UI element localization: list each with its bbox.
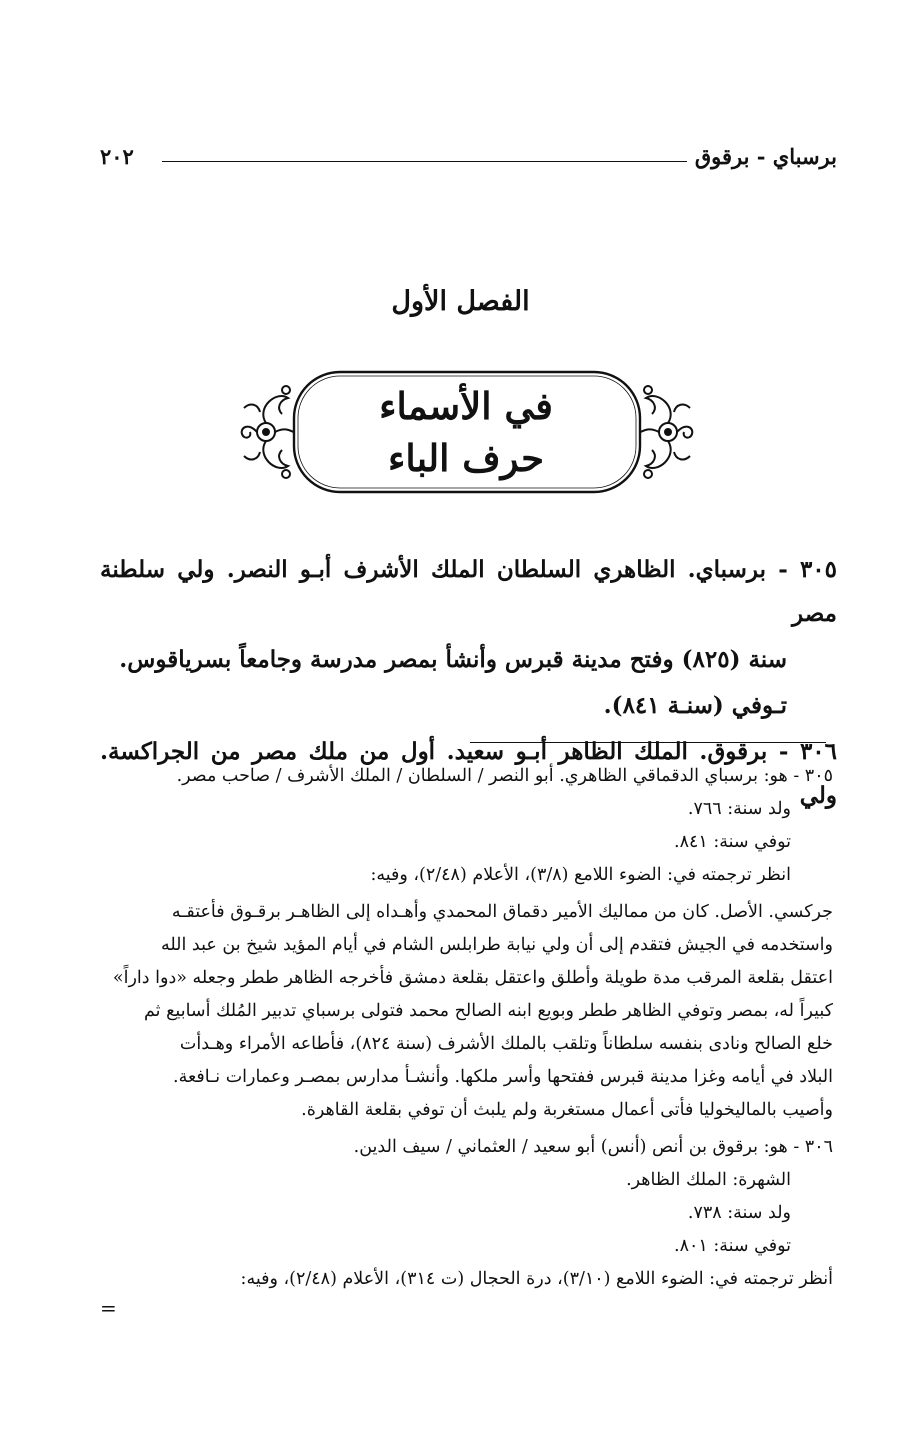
bio-line: وأصيب بالماليخوليا فأتى أعمال مستغربة ولم يلبث أن توفي بقلعة القاهرة. [301, 1100, 833, 1120]
section-heading-line2: حرف الباء [388, 436, 544, 480]
section-heading [296, 380, 636, 484]
footnote-305-died: توفي سنة: ٨٤١. [674, 832, 791, 852]
continuation-mark: = [100, 1296, 117, 1320]
footnote-separator [470, 742, 826, 743]
footnote-305-refs: انظر ترجمته في: الضوء اللامع (٣/٨)، الأعلام (٢/٤٨)، وفيه: [370, 865, 791, 885]
entry-text: برسباي. الظاهري السلطان الملك الأشرف أبـو النصر. ولي سلطنة مصر [100, 556, 837, 627]
bio-line: خلع الصالح ونادى بنفسه سلطاناً وتلقب بالملك الأشرف (سنة ٨٢٤)، فأطاعه الأمراء وهـدأت [179, 1034, 833, 1054]
entry-text: برقوق. الملك الظاهر أبـو سعيد. أول من ملك مصر من الجراكسة. ولي [100, 738, 837, 809]
footnote-305-head: ٣٠٥ - هو: برسباي الدقماقي الظاهري. أبو النصر / السلطان / الملك الأشرف / صاحب مصر. [176, 766, 833, 786]
entry-305-line2: سنة (٨٢٥) وفتح مدينة قبرس وأنشأ بمصر مدرسة وجامعاً بسرياقوس. [119, 646, 787, 673]
bio-line: البلاد في أيامه وغزا مدينة قبرس ففتحها وأسر ملكها. وأنشـأ مدارس بمصـر وعمارات نـافعة. [173, 1067, 833, 1087]
section-heading-line1: في الأسماء [379, 384, 553, 428]
entry-number: ٣٠٥ - [778, 556, 837, 583]
running-header [100, 144, 837, 178]
footnote-306-refs: أنظر ترجمته في: الضوء اللامع (٣/١٠)، درة الحجال (ت ٣١٤)، الأعلام (٢/٤٨)، وفيه: [240, 1269, 833, 1289]
bio-line: كبيراً له، بمصر وتوفي الظاهر ططر وبويع ابنه الصالح محمد فتولى برسباي تدبير المُلك أسابيع ثم [144, 1001, 833, 1021]
footnote-306-born: ولد سنة: ٧٣٨. [687, 1203, 791, 1223]
bio-line: واستخدمه في الجيش فتقدم إلى أن ولي نيابة طرابلس الشام في أيام المؤيد شيخ بن عبد الله [160, 935, 833, 955]
footnote-305-bio [100, 896, 833, 1127]
chapter-title: الفصل الأول [391, 286, 530, 317]
footnotes [100, 760, 833, 1296]
bio-line: اعتقل بقلعة المرقب مدة طويلة وأطلق واعتقل بقلعة دمشق فأخرجه الظاهر ططر وجعله «دوا داراً» [112, 968, 833, 988]
page-number: ٢٠٢ [100, 144, 134, 169]
running-title: برسباي - برقوق [694, 144, 837, 169]
bio-line: جركسي. الأصل. كان من مماليك الأمير دقماق المحمدي وأهـداه إلى الظاهـر برقـوق فأعتقـه [171, 902, 833, 922]
header-rule [162, 161, 687, 162]
footnote-306-fame: الشهرة: الملك الظاهر. [626, 1170, 791, 1190]
footnote-305-born: ولد سنة: ٧٦٦. [687, 799, 791, 819]
entry-305-line3: تـوفي (سنـة ٨٤١). [603, 692, 787, 719]
footnote-306-died: توفي سنة: ٨٠١. [674, 1236, 791, 1256]
entry-305 [100, 548, 837, 636]
footnote-306-head: ٣٠٦ - هو: برقوق بن أنص (أنس) أبو سعيد / العثماني / سيف الدين. [353, 1137, 833, 1157]
entry-number: ٣٠٦ - [778, 738, 837, 765]
